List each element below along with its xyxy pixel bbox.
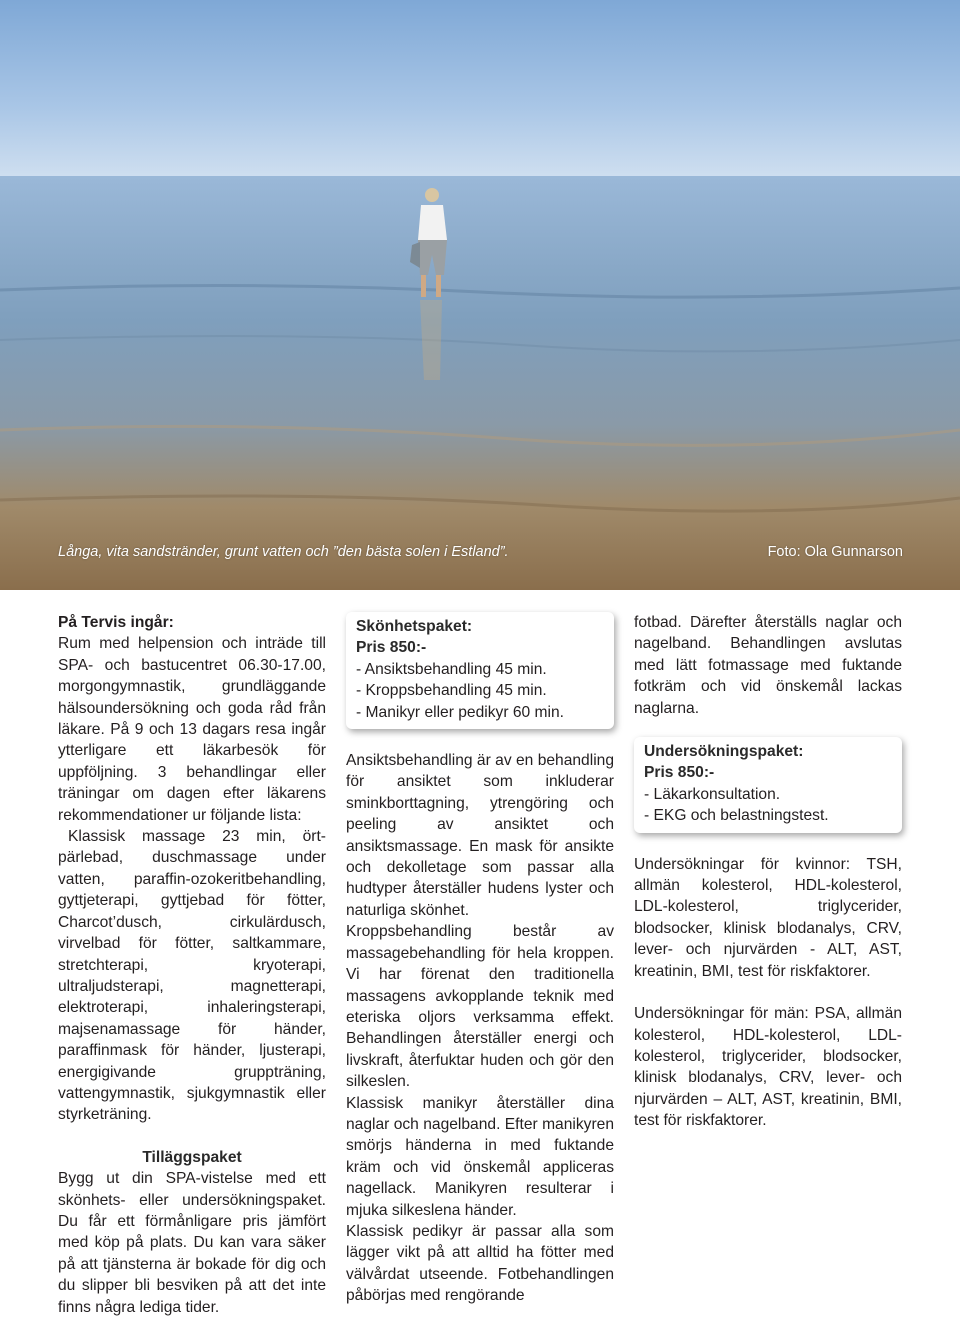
body-treatment-text: Kroppsbehandling består av massagebehandling för hela kroppen. Vi har förenat den traditionella massagens avkopplande teknik med eteriska oljors verksamma effekt. Behandlingen återställer energi och livskraft, återfuktar huden och gör den silkeslen. xyxy=(346,923,614,1091)
women-exams-text: Undersökningar för kvinnor: TSH, allmän kolesterol, HDL-kolesterol, LDL-kolesterol, triglycerider, blodsocker, klinisk blodanalys, CRV, lever- och njurvärden - ALT, AST, kreatinin, BMI, test för riskfaktorer. xyxy=(634,855,902,980)
tervis-heading: På Tervis ingår: xyxy=(58,614,174,631)
exam-package-price: Pris 850:- xyxy=(644,764,715,782)
column-tervis xyxy=(58,612,326,1318)
pedicure-text: Klassisk pedikyr är passar alla som lägger vikt på att alltid ha fötter med välvårdat utseende. Fotbehandlingen påbörjas med rengörande xyxy=(346,1222,614,1305)
exam-package-item: - Läkarkonsultation. xyxy=(644,785,781,803)
beauty-package-box xyxy=(346,612,614,729)
beach-photo-illustration xyxy=(0,0,960,590)
addon-heading: Tilläggspaket xyxy=(142,1148,242,1166)
photo-caption: Långa, vita sandstränder, grunt vatten och ”den bästa solen i Estland”. xyxy=(58,544,509,560)
beauty-package-item: - Manikyr eller pedikyr 60 min. xyxy=(356,703,564,721)
column-beauty xyxy=(346,612,614,1307)
exam-package-item: - EKG och belastningstest. xyxy=(644,807,829,825)
beauty-package-title: Skönhetspaket: xyxy=(356,618,473,635)
photo-credit: Foto: Ola Gunnarson xyxy=(767,544,903,560)
beach-photo xyxy=(0,0,960,590)
men-exams-text: Undersökningar för män: PSA, allmän kolesterol, HDL-kolesterol, LDL-kolesterol, triglycerider, blodsocker, klinisk blodanalys, CRV, lever- och njurvärden – ALT, AST, kreatinin, BMI, test för riskfaktorer. xyxy=(634,1005,902,1130)
pedicure-continued-text: fotbad. Därefter återställs naglar och nagelband. Behandlingen avslutas med lätt fotmassage med fuktande fotkräm och vid önskemål lackas naglarna. xyxy=(634,614,902,717)
addon-text: Bygg ut din SPA-vistelse med ett skönhets- eller undersökningspaket. Du får ett förmånligare pris jämfört med köp på plats. Du kan vara säker på att tjänsterna är bokade för dig och du slipper bli besviken på att det inte finns några lediga tider. xyxy=(58,1170,326,1316)
treatment-list: Klassisk massage 23 min, ört-pärlebad, duschmassage under vatten, paraffin-ozokeritbehandling, gyttjeterapi, gyttjebad för fötter, Charcot’dusch, cirkulärdusch, virvelbad för fötter, saltkammare, stretchterapi, kryoterapi, ultraljudsterapi, magnetterapi, elektroterapi, inhaleringsterapi, majsenamassage för händer, paraffinmask för händer, ljusterapi, energigivande gruppträning, vattengymnastik, sjukgymnastik eller styrketräning. xyxy=(58,828,326,1124)
beauty-package-item: - Kroppsbehandling 45 min. xyxy=(356,682,547,700)
exam-package-box xyxy=(634,737,902,833)
exam-package-title: Undersökningspaket: xyxy=(644,743,804,761)
beauty-package-price: Pris 850:- xyxy=(356,639,427,657)
beauty-package-item: - Ansiktsbehandling 45 min. xyxy=(356,660,547,678)
tervis-intro: Rum med helpension och inträde till SPA- och bastucentret 06.30-17.00, morgongymnastik, grundläggande hälsoundersökning och goda råd från läkare. På 9 och 13 dagars resa ingår ytterligare ett läkarbesök för uppföljning. 3 behandlingar eller träningar om dagen efter läkarens rekommendationer ur följande lista: xyxy=(58,635,326,824)
facial-text: Ansiktsbehandling är av en behandling för ansiktet som inkluderar sminkborttagning, ytrengöring och peeling av ansiktet och ansiktsmassage. En mask för ansikte och dekolletage som passar alla hudtyper återställer hudens lyster och naturliga skönhet. xyxy=(346,752,614,919)
column-exam xyxy=(634,612,902,1132)
manicure-text: Klassisk manikyr återställer dina naglar och nagelband. Efter manikyren smörjs händerna in med fuktande kräm och vid önskemål appliceras nagellack. Manikyren resulterar i mjuka silkeslena händer. xyxy=(346,1094,614,1219)
